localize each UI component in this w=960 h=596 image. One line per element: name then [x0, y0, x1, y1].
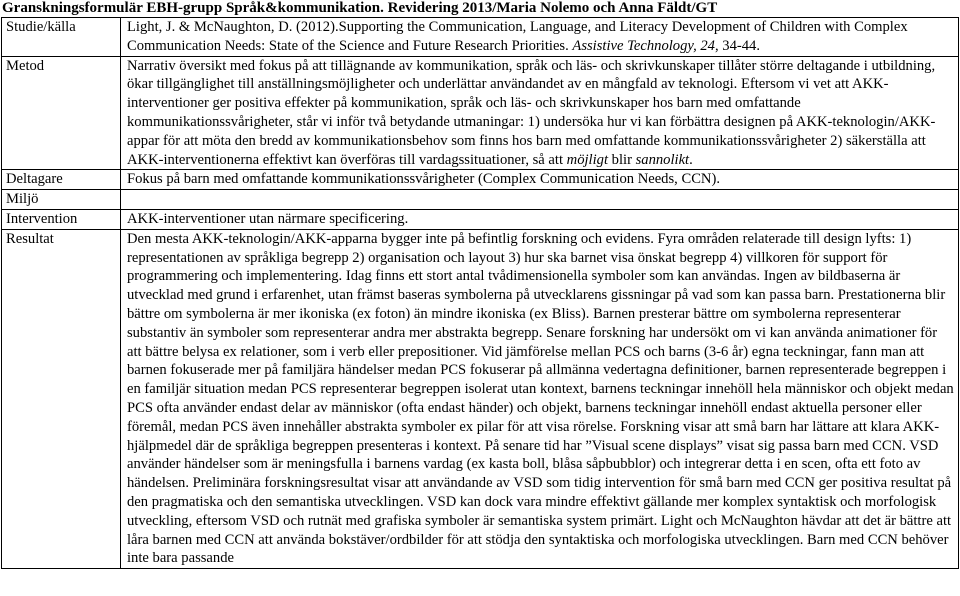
label-metod: Metod [2, 56, 121, 170]
value-resultat: Den mesta AKK-teknologin/AKK-apparna bygger inte på befintlig forskning och evidens. Fyra områden relaterade till design lyfts: 1) representationen av språkliga begrepp 2) organisation och layout 3) hur ska barnet visa önskat begrepp 4) villkoren för support för programmering och implementering. Idag finns ett stort antal tvådimensionella symboler som kan användas. Ingen av bildbaserna är utvecklad med grund i erfarenhet, utan främst baseras symbolerna på utvecklarens gissningar på vad som kan passa barn. Prestationerna blir bättre om symbolerna är mer ikoniska (ex foton) än mindre ikoniska (ex Bliss). Barnen presterar bättre om symbolerna representerar substantiv än symboler som representerar andra mer abstrakta begrepp. Senare forskning har undersökt om vi kan använda animationer för att bättre belysa ex relationer, som i verb eller prepositioner. Vid jämförelse mellan PCS och barns (3-6 år) egna teckningar, fann man att barnen fokuserade mer på familjära händelser medan PCS fokuserar på allmänna vedertagna definitioner, barnen representerade begreppen i en familjär situation medan PCS representerar begreppen isolerat utan kontext, barnens teckningar innehöll hela människor och objekt medan PCS ofta använder endast delar av människor (ofta endast händer) och objekt, barnens teckningar innehöll endast aktuella personer eller föremål, medan PCS även innehåller abstrakta symboler ex pilar för att visa rörelse. Forskning visar att små barn har lättare att klara AKK-hjälpmedel där de språkliga begreppen presenteras i kontext. På senare tid har ”Visual scene displays” visat sig passa barn med CCN. VSD använder händelser som är meningsfulla i barnens vardag (ex kasta boll, blåsa såpbubblor) och integrerar detta i en scen, ofta ett foto av händelsen. Preliminära forskningsresultat visar att användande av VSD som tidig intervention för små barn med CCN ger positiva resultat på den pragmatiska och den semantiska utvecklingen. VSD kan dock vara mindre effektivt gällande mer komplex syntaktisk och morfologisk utveckling, eftersom VSD och rutnät med grafiska symboler är semantiska system primärt. Light och McNaughton hävdar att det är bättre att låra barnen med CCN att använda bokstäver/ordbilder för att stödja den syntaktiska och morfologiska utvecklingen. Barn med CCN behöver inte bara passande [121, 229, 959, 568]
label-miljo: Miljö [2, 190, 121, 210]
metod-mid: blir [608, 151, 636, 168]
value-studie [121, 18, 959, 57]
studie-pages: , 34-44. [714, 37, 760, 54]
value-intervention: AKK-interventioner utan närmare specificering. [121, 209, 959, 229]
label-resultat: Resultat [2, 229, 121, 568]
label-intervention: Intervention [2, 209, 121, 229]
form-title: Granskningsformulär EBH-grupp Språk&kommunikation. Revidering 2013/Maria Nolemo och Anna Fäldt/GT [2, 0, 718, 16]
row-studie [2, 18, 959, 57]
row-intervention [2, 209, 959, 229]
metod-text: Narrativ översikt med fokus på att tillägnande av kommunikation, språk och läs- och skrivkunskaper tillåter större deltagande i utbildning, ökar tillgänglighet till anställningsmöjligheter och underlättar användandet av en mångfald av teknologi. Eftersom vi vet att AKK-interventioner ger positiva effekter på kommunikation, språk och läs- och skrivkunskaper hos barn med omfattande kommunikationssvårigheter, står vi inför två betydande utmaningar: 1) undersöka hur vi kan förbättra designen på AKK-teknologin/AKK-appar för att möta den bredd av kommunikationsbehov som finns hos barn med omfattande kommunikationssvårigheter 2) säkerställa att AKK-interventionerna effektivt kan överföras till vardagssituationer, så att [127, 57, 936, 168]
label-deltagare: Deltagare [2, 170, 121, 190]
row-miljo [2, 190, 959, 210]
studie-citation: Light, J. & McNaughton, D. (2012).Supporting the Communication, Language, and Literacy Development of Children with Complex Communication Needs: State of the Science and Future Research Priorities. [127, 19, 908, 54]
row-metod [2, 56, 959, 170]
row-deltagare [2, 170, 959, 190]
review-table [1, 17, 959, 569]
value-metod [121, 56, 959, 170]
metod-em-sannolikt: sannolikt [635, 151, 690, 168]
label-studie: Studie/källa [2, 18, 121, 57]
metod-em-mojligt: möjligt [566, 151, 609, 168]
metod-end: . [689, 151, 693, 168]
row-resultat [2, 229, 959, 568]
value-miljo [121, 190, 959, 210]
value-deltagare: Fokus på barn med omfattande kommunikationssvårigheter (Complex Communication Needs, CCN). [121, 170, 959, 190]
studie-journal: Assistive Technology, 24 [572, 37, 715, 54]
